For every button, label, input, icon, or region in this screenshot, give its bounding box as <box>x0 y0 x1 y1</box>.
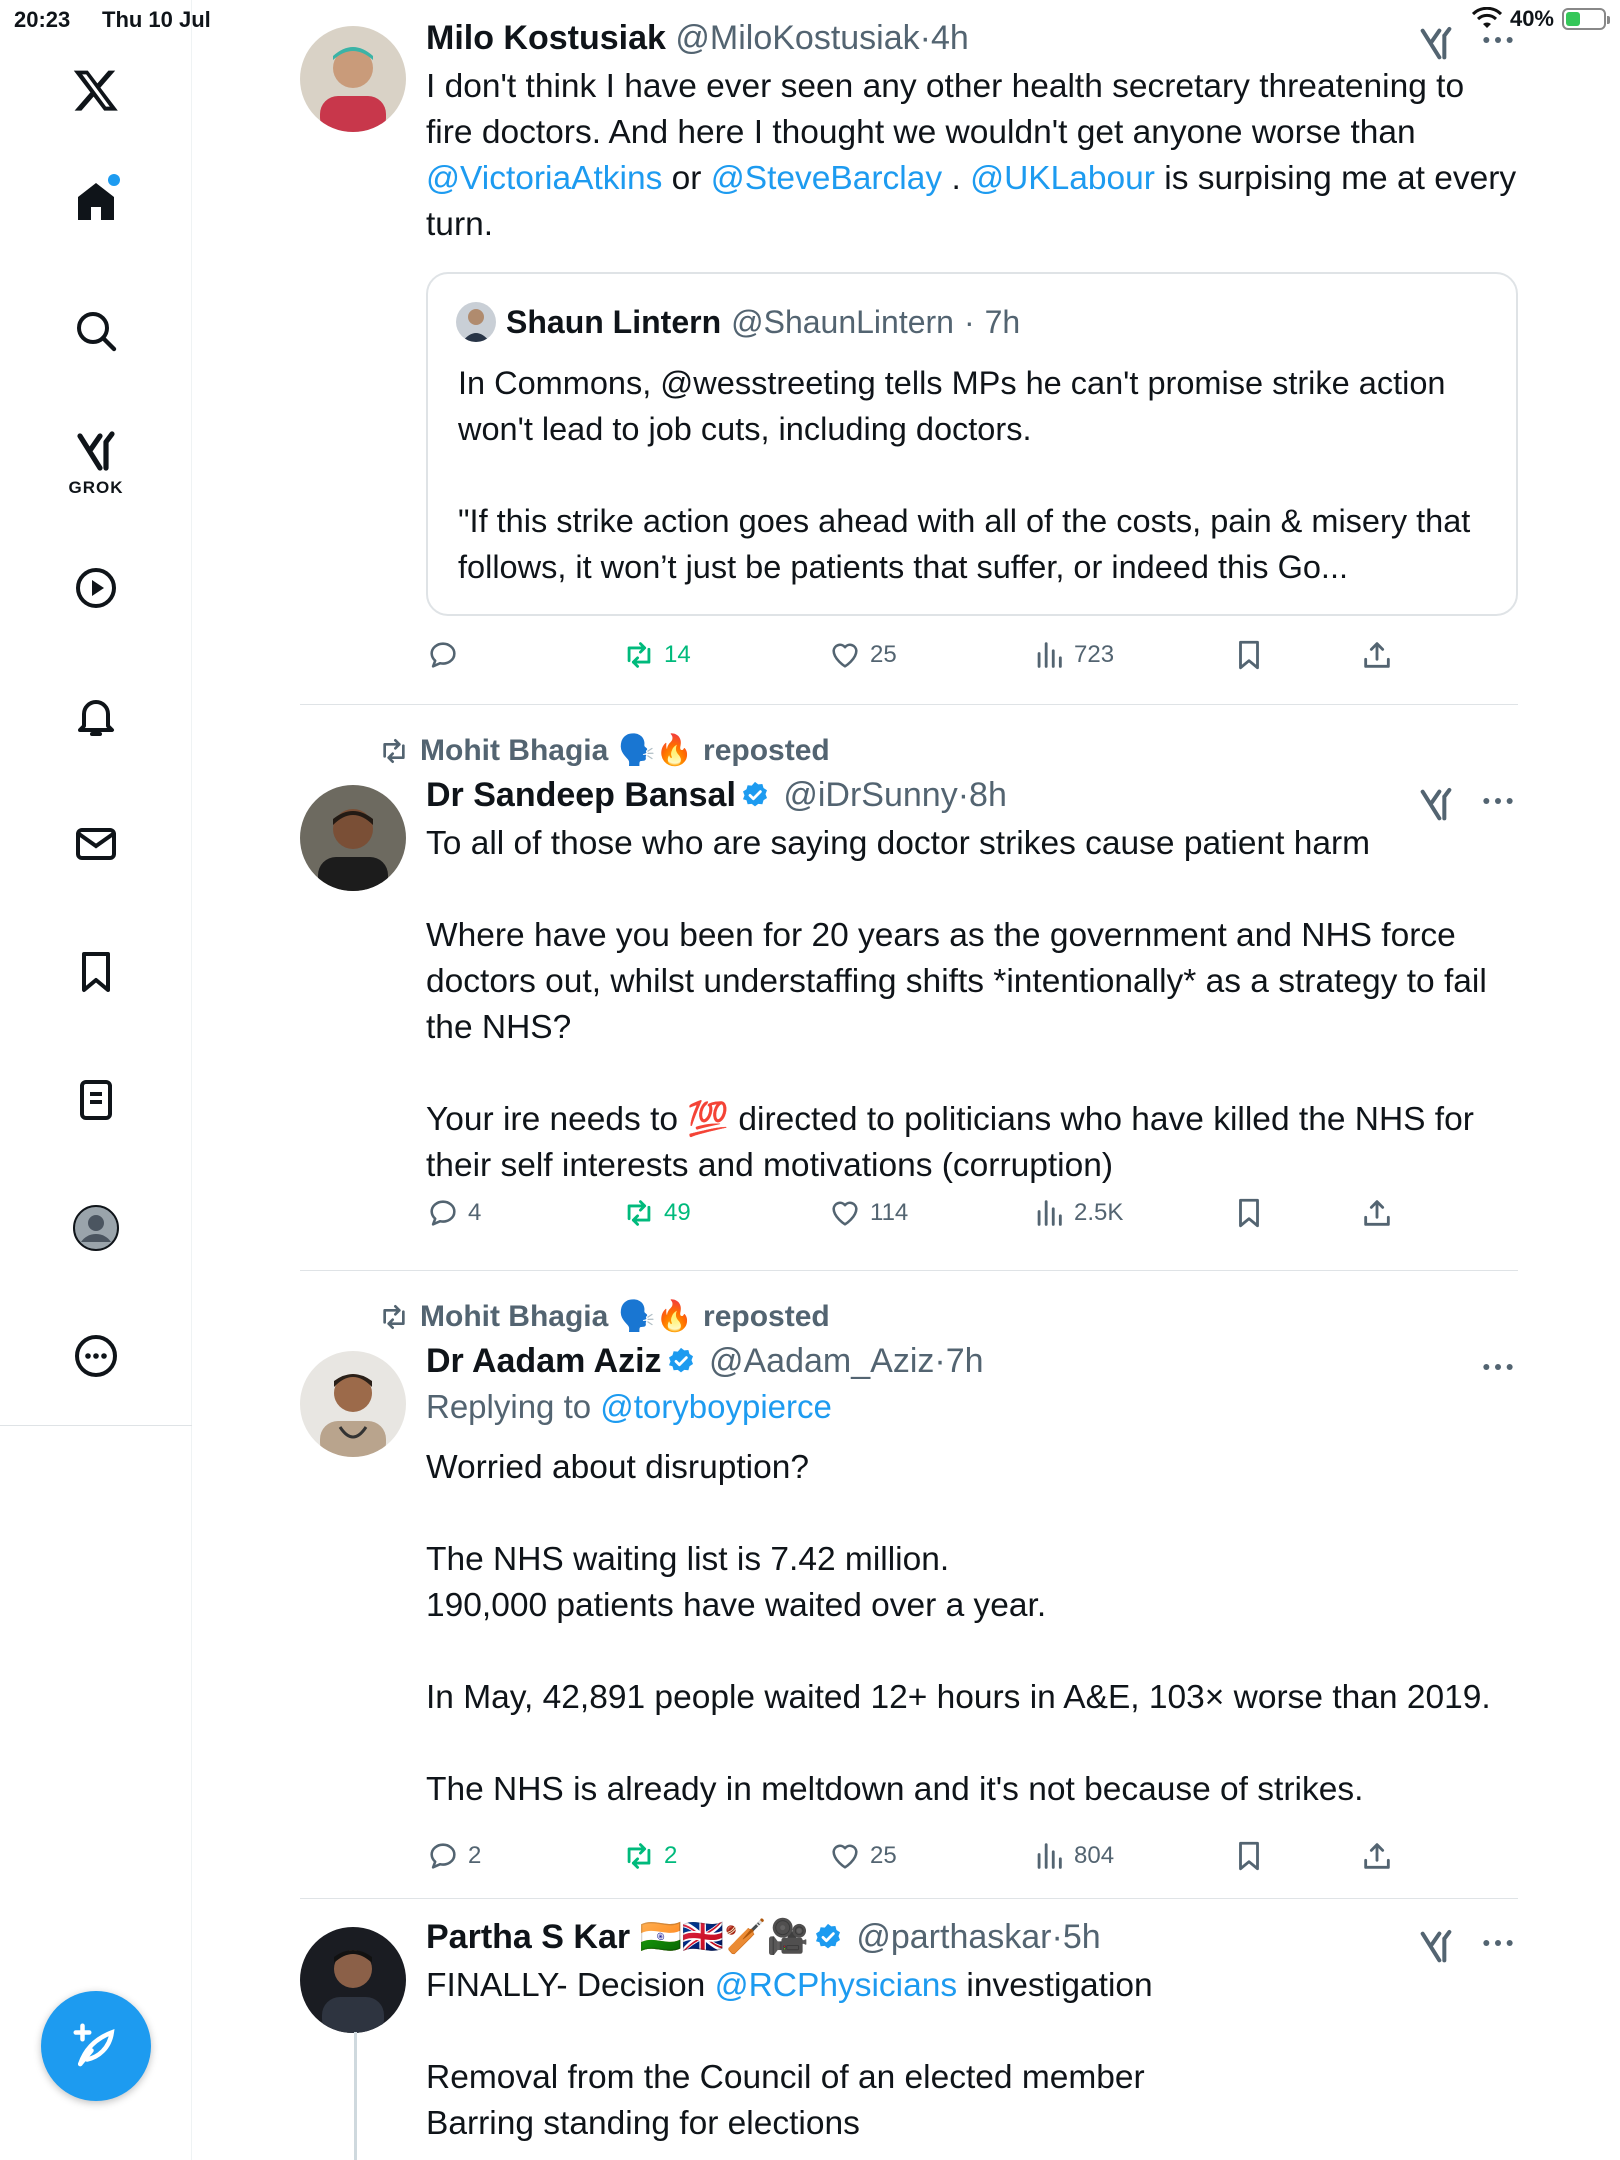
author-name[interactable]: Milo Kostusiak <box>426 19 666 57</box>
text-segment: FINALLY- Decision <box>426 1967 715 2004</box>
repost-button[interactable] <box>622 1831 677 1881</box>
profile-avatar-icon[interactable] <box>60 1192 132 1264</box>
bookmarks-icon[interactable] <box>60 936 132 1008</box>
bookmark-button[interactable] <box>1232 630 1266 680</box>
reply-button[interactable] <box>426 1188 481 1238</box>
heart-icon <box>828 1196 862 1230</box>
mention-link[interactable]: @UKLabour <box>970 160 1155 197</box>
like-button[interactable] <box>828 630 897 680</box>
view-count: 804 <box>1074 1842 1115 1869</box>
post-meta <box>426 773 1518 817</box>
share-button[interactable] <box>1360 630 1394 680</box>
meta-separator: · <box>934 1342 946 1380</box>
author-handle[interactable]: @iDrSunny <box>783 776 958 814</box>
quote-handle: @ShaunLintern <box>731 303 954 340</box>
grok-label: GROK <box>68 478 124 497</box>
author-name[interactable]: Dr Aadam Aziz <box>426 1342 662 1380</box>
verified-badge-icon <box>740 780 770 810</box>
video-icon[interactable] <box>60 552 132 624</box>
replying-to-line <box>426 1385 1518 1429</box>
more-options-icon[interactable] <box>1478 781 1518 821</box>
views-button[interactable] <box>1032 1831 1114 1881</box>
post-text: To all of those who are saying doctor strikes cause patient harm Where have you been for 20 years as the government and NHS force doctors out, whilst understaffing shifts *intentionally* as a strategy to fail the NHS? Your ire needs to 💯 directed to politicians who have killed the NHS for their self interests and motivations (corruption) <box>426 825 1487 1184</box>
home-notification-dot <box>108 174 120 186</box>
views-chart-icon <box>1032 1196 1066 1230</box>
avatar[interactable] <box>300 26 406 132</box>
grok-explain-icon[interactable] <box>1416 785 1456 825</box>
author-name[interactable]: Partha S Kar <box>426 1918 631 1956</box>
post-text <box>426 1963 1518 2147</box>
repost-icon <box>622 1839 656 1873</box>
avatar[interactable] <box>300 1927 406 2033</box>
avatar[interactable] <box>300 785 406 891</box>
reply-button[interactable] <box>426 1831 481 1881</box>
repost-small-icon <box>378 1301 410 1333</box>
search-icon[interactable] <box>60 295 132 367</box>
meta-separator: · <box>919 19 931 57</box>
bookmark-icon <box>1232 1839 1266 1873</box>
post-partha-kar[interactable] <box>300 1899 1518 2160</box>
share-icon <box>1360 1196 1394 1230</box>
repost-icon <box>622 1196 656 1230</box>
more-options-icon[interactable] <box>60 1320 132 1392</box>
view-count: 2.5K <box>1074 1199 1124 1226</box>
compose-feather-icon <box>69 2019 123 2073</box>
more-options-icon[interactable] <box>1478 1347 1518 1387</box>
like-count: 25 <box>870 1842 897 1869</box>
x-logo-icon[interactable] <box>60 54 132 126</box>
text-segment: investigation Removal from the Council of an elected member Barring standing for elections <box>426 1967 1153 2142</box>
post-time[interactable]: 4h <box>930 19 969 57</box>
reply-count: 2 <box>468 1842 482 1869</box>
bookmark-icon <box>1232 1196 1266 1230</box>
post-text <box>426 64 1526 248</box>
quote-author: Shaun Lintern <box>506 303 722 340</box>
meta-separator: · <box>957 776 970 814</box>
author-handle[interactable]: @Aadam_Aziz <box>708 1342 935 1380</box>
author-handle[interactable]: @parthaskar <box>856 1918 1052 1956</box>
mention-link[interactable]: @RCPhysicians <box>714 1967 958 2004</box>
post-sandeep-bansal[interactable] <box>300 705 1518 1270</box>
author-emojis: 🇮🇳🇬🇧🏏🎥 <box>639 1918 809 1956</box>
reply-icon <box>426 638 460 672</box>
reply-icon <box>426 1839 460 1873</box>
grok-explain-icon[interactable] <box>1416 1927 1456 1967</box>
reposter-name: Mohit Bhagia <box>420 1299 609 1333</box>
notifications-bell-icon[interactable] <box>60 680 132 752</box>
share-icon <box>1360 638 1394 672</box>
reply-button[interactable] <box>426 630 468 680</box>
author-name[interactable]: Dr Sandeep Bansal <box>426 776 736 814</box>
reposted-label: reposted <box>703 733 830 767</box>
status-time: 20:23 <box>14 7 71 32</box>
views-chart-icon <box>1032 638 1066 672</box>
text-segment: I don't think I have ever seen any other health secretary threatening to fire doctors. And here I thought we wouldn't get anyone worse than <box>426 68 1474 151</box>
post-actions <box>426 1831 1426 1881</box>
views-button[interactable] <box>1032 1188 1123 1238</box>
sidebar-divider <box>0 1425 192 1426</box>
reposter-name: Mohit Bhagia <box>420 733 609 767</box>
grok-explain-icon[interactable] <box>1416 24 1456 64</box>
post-text: Worried about disruption? The NHS waiting list is 7.42 million. 190,000 patients have waited over a year. In May, 42,891 people waited 12+ hours in A&E, 103× worse than 2019. The NHS is already in meltdown and it's not because of strikes. <box>426 1449 1491 1808</box>
timeline-feed <box>300 0 1526 2160</box>
heart-icon <box>828 638 862 672</box>
reposted-by-line[interactable] <box>378 1299 830 1334</box>
meta-separator: · <box>1051 1918 1063 1956</box>
avatar[interactable] <box>300 1351 406 1457</box>
post-meta <box>426 1915 1518 1959</box>
reposter-emojis: 🗣️🔥 <box>618 1300 694 1333</box>
sidebar <box>0 0 192 2160</box>
verified-badge-icon <box>813 1922 843 1952</box>
repost-count: 14 <box>664 641 691 668</box>
post-milo-kostusiak[interactable] <box>300 0 1526 705</box>
reposted-by-line[interactable] <box>378 733 830 768</box>
views-button[interactable] <box>1032 630 1114 680</box>
quote-time: 7h <box>984 303 1021 340</box>
battery-icon <box>1562 8 1606 30</box>
verified-badge-icon <box>666 1346 696 1376</box>
view-count: 723 <box>1074 641 1115 668</box>
like-count: 25 <box>870 641 897 668</box>
post-meta <box>426 16 1518 60</box>
repost-button[interactable] <box>622 630 691 680</box>
post-aadam-aziz[interactable] <box>300 1271 1518 1899</box>
battery-percent: 40% <box>1509 6 1554 31</box>
text-segment: . <box>942 160 971 197</box>
mention-link[interactable]: @SteveBarclay <box>710 160 943 197</box>
post-meta <box>426 1339 1518 1383</box>
repost-count: 49 <box>664 1199 691 1226</box>
post-actions <box>426 1188 1426 1238</box>
views-chart-icon <box>1032 1839 1066 1873</box>
share-button[interactable] <box>1360 1188 1394 1238</box>
replying-to-mention[interactable]: @toryboypierce <box>600 1388 832 1425</box>
messages-mail-icon[interactable] <box>60 808 132 880</box>
author-handle[interactable]: @MiloKostusiak <box>675 19 920 57</box>
heart-icon <box>828 1839 862 1873</box>
like-button[interactable] <box>828 1831 897 1881</box>
repost-icon <box>622 638 656 672</box>
text-segment: or <box>662 160 711 197</box>
repost-button[interactable] <box>622 1188 691 1238</box>
quoted-post[interactable] <box>426 272 1518 616</box>
more-options-icon[interactable] <box>1478 1923 1518 1963</box>
lists-icon[interactable] <box>60 1064 132 1136</box>
quote-avatar <box>456 302 496 342</box>
replying-label: Replying to <box>426 1388 601 1425</box>
post-time[interactable]: 8h <box>969 776 1007 814</box>
text-segment: is surpising me at every turn. <box>426 160 1526 243</box>
post-time[interactable]: 5h <box>1062 1918 1101 1956</box>
quote-meta <box>456 302 1020 342</box>
bookmark-icon <box>1232 638 1266 672</box>
bookmark-button[interactable] <box>1232 1831 1266 1881</box>
home-icon[interactable] <box>60 166 132 238</box>
like-button[interactable] <box>828 1188 908 1238</box>
bookmark-button[interactable] <box>1232 1188 1266 1238</box>
thread-connector-line <box>354 2032 357 2160</box>
quote-text: In Commons, @wesstreeting tells MPs he can't promise strike action won't lead to job cuts, including doctors. "If this strike action goes ahead with all of the costs, pain & misery that follows, it won’t just be patients that suffer, or indeed this Go... <box>458 365 1471 585</box>
like-count: 114 <box>870 1199 909 1226</box>
reply-icon <box>426 1196 460 1230</box>
reposted-label: reposted <box>703 1299 830 1333</box>
share-icon <box>1360 1839 1394 1873</box>
reply-count: 4 <box>468 1199 482 1226</box>
meta-separator: · <box>963 303 975 340</box>
more-options-icon[interactable] <box>1478 20 1518 60</box>
reposter-emojis: 🗣️🔥 <box>618 734 694 767</box>
compose-post-button[interactable] <box>41 1991 151 2101</box>
share-button[interactable] <box>1360 1831 1394 1881</box>
mention-link[interactable]: @VictoriaAtkins <box>426 160 663 197</box>
repost-small-icon <box>378 735 410 767</box>
post-time[interactable]: 7h <box>945 1342 984 1380</box>
status-date: Thu 10 Jul <box>102 7 211 32</box>
post-actions <box>426 630 1426 680</box>
repost-count: 2 <box>664 1842 678 1869</box>
